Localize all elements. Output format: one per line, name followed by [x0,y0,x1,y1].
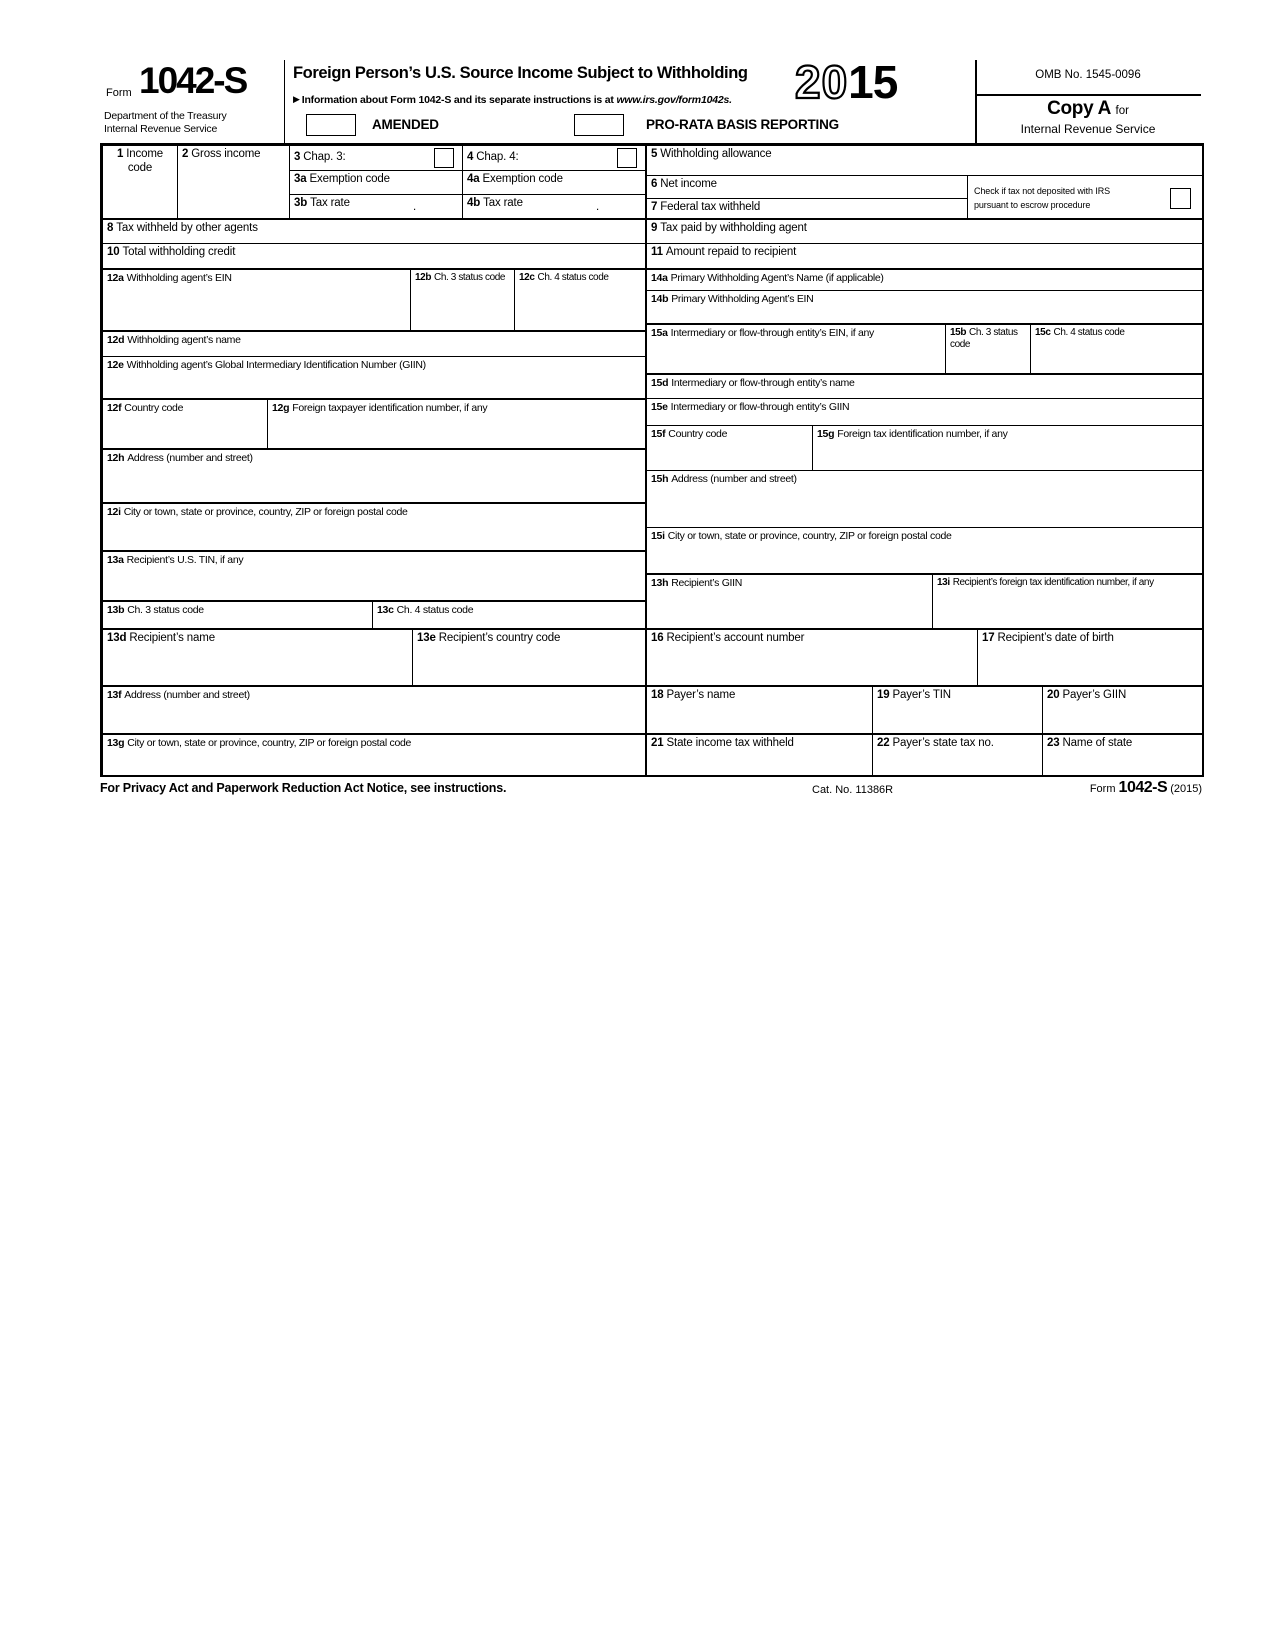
instructions-url: www.irs.gov/form1042s. [616,94,732,106]
box-label: City or town, state or province, country, ZIP or foreign postal code [127,737,412,749]
box-num: 12d [107,334,125,346]
box-label: Payer’s name [666,689,736,701]
box-label: Intermediary or flow-through entity’s name [671,377,855,389]
form-title: Foreign Person’s U.S. Source Income Subject to Withholding [293,64,748,82]
box-num: 12g [272,402,290,414]
box-label: Recipient’s U.S. TIN, if any [126,554,244,566]
box-label: Intermediary or flow-through entity’s EIN, if any [670,327,874,339]
prorata-label: PRO-RATA BASIS REPORTING [646,117,839,132]
decimal-point: . [595,201,599,214]
box-17 [977,628,1202,685]
box-3 [289,145,462,170]
amended-label: AMENDED [372,117,439,132]
form-number-heading: 1042-S [139,60,247,101]
box-num: 10 [107,246,120,258]
box-num: 12a [107,272,124,284]
box-label: Withholding agent’s Global Intermediary Identification Number (GIIN) [126,359,426,371]
box-num: 18 [651,689,664,701]
box-label: Withholding agent’s name [127,334,241,346]
dept-line2: Internal Revenue Service [104,123,218,135]
footer-form-id [1020,779,1202,797]
box-13c [372,600,645,628]
box-label: Country code [668,428,728,440]
box-label: Tax rate [483,197,523,209]
box-21 [645,733,872,775]
box-num: 8 [107,222,114,234]
box-num: 1 [116,148,124,160]
box-num: 15e [651,401,668,413]
box-3b [289,194,462,218]
box-num: 12f [107,402,122,414]
box-12b [410,268,514,330]
box-label: Ch. 4 status code [396,604,474,616]
box-num: 13a [107,554,124,566]
box-num: 20 [1047,689,1060,701]
decimal-point: . [412,201,416,214]
box-12h [102,448,645,502]
box-num: 3b [294,197,308,209]
escrow-checkbox[interactable] [1170,188,1191,209]
box-label: Recipient’s account number [666,632,805,644]
omb-underline [975,94,1201,96]
arrow-right-icon: ▶ [293,94,300,104]
box-14a [645,268,1202,290]
box-10 [102,243,645,268]
footer-form-word: Form [1089,783,1116,795]
box-23 [1042,733,1202,775]
footer-form-number: 1042-S [1118,779,1168,796]
box-num: 4 [467,151,474,164]
escrow-text-line1: Check if tax not deposited with IRS [974,186,1111,196]
box-2 [177,145,289,218]
box-15a [645,323,945,373]
box-label: Chap. 3: [303,151,346,164]
box-label: Ch. 3 status code [434,272,506,283]
form-word: Form [106,87,132,99]
box-label: Payer’s TIN [892,689,951,701]
box-num: 21 [651,737,664,749]
box-num: 13g [107,737,125,749]
box-12a [102,268,410,330]
box-num: 13i [937,577,950,588]
box-label: Address (number and street) [671,473,797,485]
copy-for-word: for [1115,105,1129,117]
box-num: 14a [651,272,668,284]
box-13f [102,685,645,733]
box-num: 15a [651,327,668,339]
box-num: 13f [107,689,122,701]
box-6 [645,175,967,198]
box-8 [102,218,645,243]
box-num: 12e [107,359,124,371]
box-num: 15c [1035,327,1051,338]
box-13a [102,550,645,600]
box-num: 13h [651,577,669,589]
box-num: 7 [651,201,658,213]
box-14b [645,290,1202,323]
box-num: 4b [467,197,481,209]
box-label: Gross income [191,148,261,160]
box-num: 17 [982,632,995,644]
box-num: 3 [294,151,301,164]
box-num: 14b [651,293,669,305]
box-9 [645,218,1202,243]
box-num: 12h [107,452,125,464]
box-label: City or town, state or province, country, ZIP or foreign postal code [123,506,408,518]
tax-year-bold-digits: 15 [848,56,898,108]
box-label: Recipient’s GIIN [671,577,743,589]
dept-line1: Department of the Treasury [104,110,227,122]
box-11 [645,243,1202,268]
box-num: 15i [651,530,665,542]
box-22 [872,733,1042,775]
box-15b [945,323,1030,373]
box-num: 6 [651,178,658,190]
box-num: 5 [651,148,658,160]
box-label: Income code [126,148,164,174]
amended-checkbox[interactable] [306,114,356,136]
box-num: 13c [377,604,394,616]
box-label: Recipient’s country code [438,632,561,644]
box-label: Ch. 3 status code [950,327,1018,350]
copy-a-line [975,98,1201,120]
box-num: 11 [651,246,663,258]
box-1 [102,145,177,218]
box-13d [102,628,412,685]
box-label: Ch. 4 status code [537,272,609,283]
box-label: Tax rate [310,197,350,209]
box-label: Withholding allowance [660,148,772,160]
box-15e [645,398,1202,425]
box-label: Payer’s state tax no. [892,737,994,749]
box-num: 16 [651,632,664,644]
box-num: 12b [415,272,432,283]
box-12e [102,356,645,398]
box-15i [645,527,1202,573]
box-13g [102,733,645,775]
box-4a [462,170,645,194]
box-13i [932,573,1202,628]
copy-a-label: Copy A [1047,98,1112,119]
box-16 [645,628,977,685]
box-label: Withholding agent’s EIN [126,272,232,284]
box-label: Foreign taxpayer identification number, if any [292,402,488,414]
omb-number: OMB No. 1545-0096 [1035,69,1141,81]
footer-form-year: (2015) [1170,783,1202,795]
box-4b [462,194,645,218]
box-18 [645,685,872,733]
escrow-box [967,175,1202,218]
box-15f [645,425,812,470]
box-label: Recipient’s name [129,632,215,644]
box-num: 15b [950,327,967,338]
box-num: 15h [651,473,669,485]
escrow-text-line2: pursuant to escrow procedure [974,199,1091,210]
box-num: 9 [651,222,658,234]
box-num: 13e [417,632,436,644]
box-num: 22 [877,737,890,749]
box-12i [102,502,645,550]
box-15g [812,425,1202,470]
chap3-checkbox[interactable] [434,148,454,168]
box-13h [645,573,932,628]
box-label: Foreign tax identification number, if any [837,428,1008,440]
box-num: 12i [107,506,121,518]
box-num: 13d [107,632,127,644]
box-13e [412,628,645,685]
catalog-number: Cat. No. 11386R [812,784,894,796]
box-label: Total withholding credit [122,246,236,258]
box-label: Ch. 4 status code [1053,327,1125,338]
box-12c [514,268,645,330]
box-label: State income tax withheld [666,737,794,749]
box-num: 13b [107,604,125,616]
box-15d [645,373,1202,398]
box-label: Exemption code [482,173,563,185]
box-19 [872,685,1042,733]
box-label: Address (number and street) [124,689,250,701]
box-12d [102,330,645,356]
copy-recipient: Internal Revenue Service [1020,122,1156,136]
box-label: Payer’s GIIN [1062,689,1127,701]
instructions-text: Information about Form 1042-S and its separate instructions is at [301,94,614,106]
box-15c [1030,323,1202,373]
box-5 [645,145,1202,175]
box-label: City or town, state or province, country, ZIP or foreign postal code [667,530,952,542]
tax-year-outline-digits: 20 [795,56,849,108]
box-num: 2 [182,148,189,160]
privacy-act-notice: For Privacy Act and Paperwork Reduction Act Notice, see instructions. [100,781,507,795]
box-label: Recipient’s date of birth [997,632,1114,644]
box-label: Tax paid by withholding agent [660,222,807,234]
box-4 [462,145,645,170]
box-label: Exemption code [309,173,390,185]
box-15h [645,470,1202,527]
box-num: 15f [651,428,666,440]
box-label: Primary Withholding Agent’s Name (if applicable) [670,272,884,284]
box-label: Primary Withholding Agent’s EIN [671,293,814,305]
form-grid [100,143,1204,777]
box-20 [1042,685,1202,733]
box-label: Intermediary or flow-through entity’s GIIN [670,401,850,413]
box-num: 3a [294,173,307,185]
box-7 [645,198,967,218]
chap4-checkbox[interactable] [617,148,637,168]
tax-year [795,56,898,108]
prorata-checkbox[interactable] [574,114,624,136]
box-label: Chap. 4: [476,151,519,164]
box-12g [267,398,645,448]
box-label: Address (number and street) [127,452,253,464]
box-label: Country code [124,402,184,414]
box-label: Amount repaid to recipient [665,246,797,258]
box-label: Name of state [1062,737,1133,749]
box-num: 15d [651,377,669,389]
form-instructions-line [293,94,732,106]
box-num: 19 [877,689,890,701]
box-label: Recipient’s foreign tax identification number, if any [952,577,1154,588]
box-label: Ch. 3 status code [127,604,204,616]
header-divider-left [284,60,285,143]
box-num: 23 [1047,737,1060,749]
box-13b [102,600,372,628]
box-num: 15g [817,428,835,440]
box-label: Tax withheld by other agents [116,222,258,234]
box-num: 12c [519,272,535,283]
box-label: Federal tax withheld [660,201,761,213]
box-3a [289,170,462,194]
box-12f [102,398,267,448]
box-label: Net income [660,178,717,190]
box-num: 4a [467,173,480,185]
